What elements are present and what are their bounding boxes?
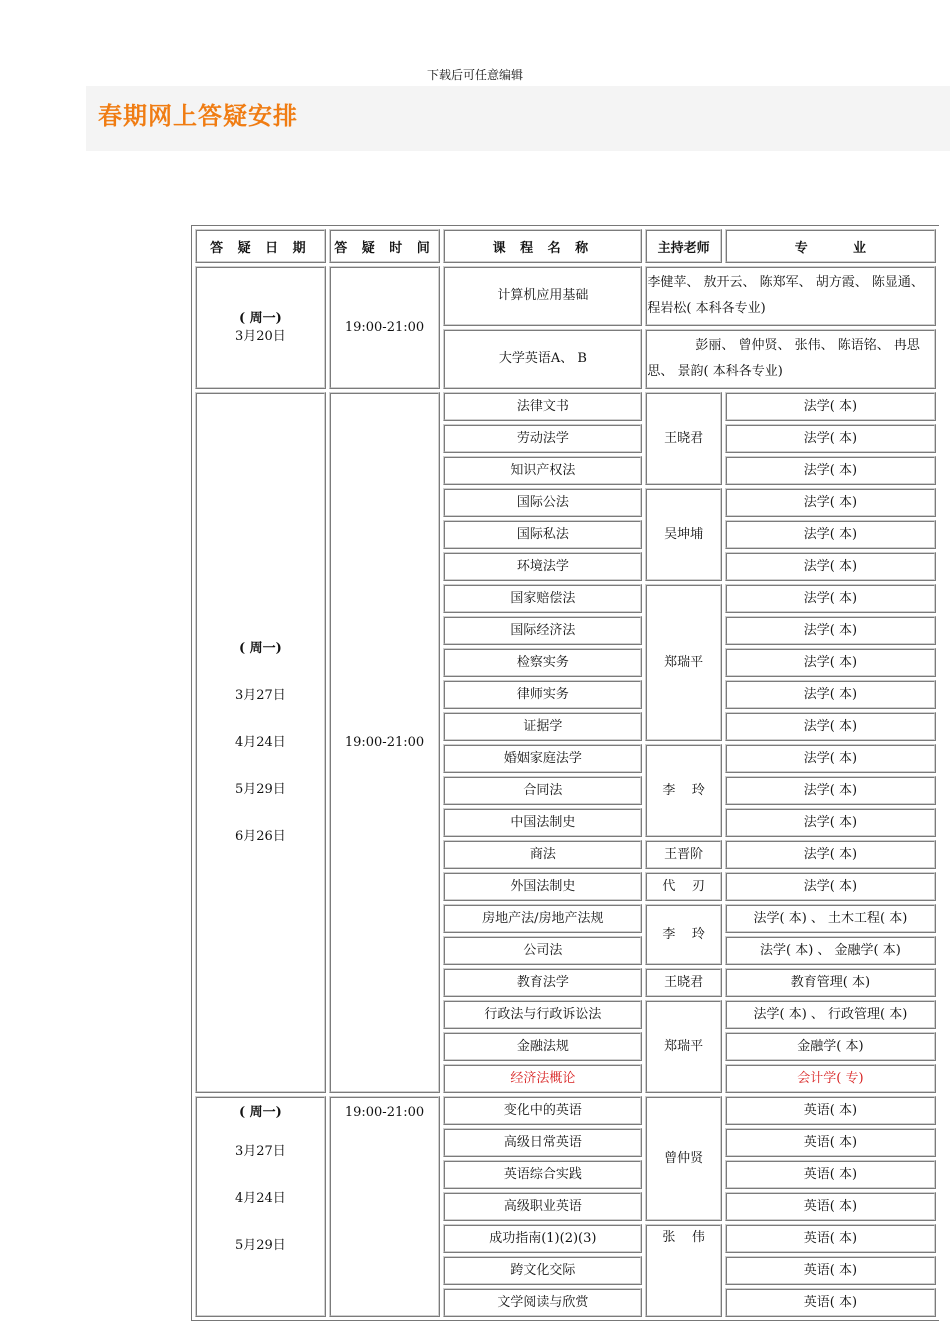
teacher-cell: 吴坤埔	[645, 488, 721, 581]
course-cell: 文学阅读与欣赏	[443, 1288, 642, 1317]
course-cell: 国家赔偿法	[443, 584, 642, 613]
course-cell: 外国法制史	[443, 872, 642, 901]
course-cell: 婚姻家庭法学	[443, 744, 642, 773]
course-cell: 跨文化交际	[443, 1256, 642, 1285]
major-cell: 英语( 本)	[725, 1160, 936, 1189]
course-cell: 商法	[443, 840, 642, 869]
date-label: 5月29日	[234, 1238, 286, 1253]
course-cell: 证据学	[443, 712, 642, 741]
course-cell: 英语综合实践	[443, 1160, 642, 1189]
header-time: 答 疑 时 间	[329, 229, 441, 263]
time-cell: 19:00-21:00	[329, 266, 441, 389]
major-cell: 英语( 本)	[725, 1192, 936, 1221]
teacher-cell: 王晓君	[645, 392, 721, 485]
teacher-cell: 王晋阶	[645, 840, 721, 869]
major-cell: 英语( 本)	[725, 1096, 936, 1125]
teacher-cell: 李 玲	[645, 744, 721, 837]
teacher-major-cell: 李健苹、 敖开云、 陈郑军、 胡方霞、 陈显通、 程岩松( 本科各专业)	[645, 266, 936, 326]
major-cell: 法学( 本)	[725, 552, 936, 581]
date-label: 3月20日	[234, 328, 286, 344]
download-note: 下载后可任意编辑	[426, 68, 523, 82]
major-cell: 法学( 本)	[725, 808, 936, 837]
major-cell: 法学( 本)	[725, 744, 936, 773]
major-cell: 英语( 本)	[725, 1128, 936, 1157]
teacher-major-cell: 彭丽、 曾仲贤、 张伟、 陈语铭、 冉思思、 景韵( 本科各专业)	[645, 329, 936, 389]
major-cell: 法学( 本)	[725, 616, 936, 645]
course-cell: 公司法	[443, 936, 642, 965]
time-cell: 19:00-21:00	[329, 392, 441, 1093]
course-cell: 法律文书	[443, 392, 642, 421]
table-row	[195, 266, 936, 326]
date-label: 5月29日	[234, 782, 286, 797]
header-course: 课 程 名 称	[443, 229, 642, 263]
course-cell: 知识产权法	[443, 456, 642, 485]
header-row	[195, 229, 936, 263]
major-cell: 法学( 本) 、 土木工程( 本)	[725, 904, 936, 933]
teacher-cell: 曾仲贤	[645, 1096, 721, 1221]
date-cell	[195, 1096, 326, 1317]
course-cell: 行政法与行政诉讼法	[443, 1000, 642, 1029]
schedule-table	[192, 226, 939, 1320]
course-cell: 金融法规	[443, 1032, 642, 1061]
teacher-cell: 李 玲	[645, 904, 721, 965]
course-cell: 检察实务	[443, 648, 642, 677]
major-cell: 法学( 本)	[725, 840, 936, 869]
major-cell: 法学( 本)	[725, 872, 936, 901]
major-cell: 法学( 本)	[725, 392, 936, 421]
teacher-cell: 郑瑞平	[645, 584, 721, 741]
major-cell: 英语( 本)	[725, 1288, 936, 1317]
course-cell: 中国法制史	[443, 808, 642, 837]
date-label: 3月27日	[234, 688, 286, 703]
course-cell: 计算机应用基础	[443, 266, 642, 326]
date-label: 6月26日	[234, 829, 286, 844]
major-cell: 法学( 本)	[725, 776, 936, 805]
teacher-cell: 郑瑞平	[645, 1000, 721, 1093]
major-cell: 法学( 本)	[725, 648, 936, 677]
weekday-label: ( 周一)	[238, 310, 282, 326]
header-teacher: 主持老师	[645, 229, 721, 263]
major-cell: 法学( 本)	[725, 584, 936, 613]
course-cell-highlighted: 经济法概论	[443, 1064, 642, 1093]
course-cell: 环境法学	[443, 552, 642, 581]
teacher-cell: 王晓君	[645, 968, 721, 997]
major-cell: 金融学( 本)	[725, 1032, 936, 1061]
major-cell: 法学( 本)	[725, 488, 936, 517]
course-cell: 房地产法/房地产法规	[443, 904, 642, 933]
teacher-cell: 张 伟	[645, 1224, 721, 1317]
course-cell: 国际公法	[443, 488, 642, 517]
course-cell: 国际私法	[443, 520, 642, 549]
course-cell: 高级日常英语	[443, 1128, 642, 1157]
table-row	[195, 392, 936, 421]
header-date: 答 疑 日 期	[195, 229, 326, 263]
course-cell: 变化中的英语	[443, 1096, 642, 1125]
course-cell: 大学英语A、 B	[443, 329, 642, 389]
major-cell: 法学( 本)	[725, 712, 936, 741]
course-cell: 教育法学	[443, 968, 642, 997]
date-cell	[195, 266, 326, 389]
major-cell: 法学( 本) 、 行政管理( 本)	[725, 1000, 936, 1029]
teacher-cell: 代 刃	[645, 872, 721, 901]
date-cell	[195, 392, 326, 1093]
course-cell: 律师实务	[443, 680, 642, 709]
title-banner	[86, 86, 950, 151]
course-cell: 高级职业英语	[443, 1192, 642, 1221]
date-label: 4月24日	[234, 1191, 286, 1206]
major-cell: 法学( 本) 、 金融学( 本)	[725, 936, 936, 965]
major-cell: 法学( 本)	[725, 424, 936, 453]
major-cell-highlighted: 会计学( 专)	[725, 1064, 936, 1093]
course-cell: 国际经济法	[443, 616, 642, 645]
header-major: 专 业	[725, 229, 936, 263]
date-label: 3月27日	[234, 1144, 286, 1159]
time-cell: 19:00-21:00	[329, 1096, 441, 1317]
major-cell: 法学( 本)	[725, 456, 936, 485]
major-cell: 英语( 本)	[725, 1224, 936, 1253]
major-cell: 教育管理( 本)	[725, 968, 936, 997]
major-cell: 英语( 本)	[725, 1256, 936, 1285]
page-title: 春期网上答疑安排	[98, 102, 298, 130]
course-cell: 合同法	[443, 776, 642, 805]
table-row	[195, 1096, 936, 1125]
major-cell: 法学( 本)	[725, 680, 936, 709]
weekday-label: ( 周一)	[238, 1105, 282, 1120]
date-label: 4月24日	[234, 735, 286, 750]
course-cell: 劳动法学	[443, 424, 642, 453]
schedule-table-frame	[191, 225, 939, 1321]
course-cell: 成功指南(1)(2)(3)	[443, 1224, 642, 1253]
major-cell: 法学( 本)	[725, 520, 936, 549]
weekday-label: ( 周一)	[238, 641, 282, 656]
